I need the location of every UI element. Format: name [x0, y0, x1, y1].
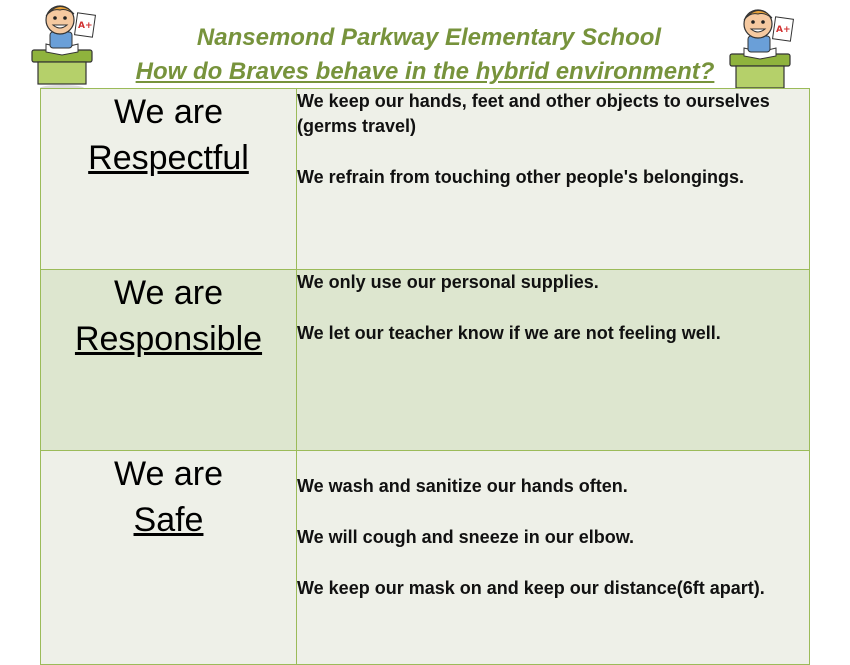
table-row	[41, 451, 810, 665]
page-question: How do Braves behave in the hybrid environment?	[135, 58, 715, 85]
behavior-cell	[297, 270, 810, 451]
behavior-matrix	[40, 88, 810, 665]
trait-prefix: We are	[114, 455, 223, 493]
behavior-cell	[297, 451, 810, 665]
table-row	[41, 270, 810, 451]
trait-name: Respectful	[88, 139, 249, 177]
table-row	[41, 89, 810, 270]
trait-cell	[41, 270, 297, 451]
behavior-item: We will cough and sneeze in our elbow.	[297, 527, 635, 547]
behavior-item: We refrain from touching other people's belongings.	[297, 167, 744, 187]
trait-cell	[41, 451, 297, 665]
behavior-cell	[297, 89, 810, 270]
svg-text:A+: A+	[78, 21, 93, 31]
behavior-item: We wash and sanitize our hands often.	[297, 476, 628, 496]
behavior-item: We keep our hands, feet and other objects to ourselves (germs travel)	[297, 91, 770, 136]
behavior-item: We keep our mask on and keep our distance(6ft apart).	[297, 578, 765, 598]
trait-name: Responsible	[74, 320, 263, 358]
trait-cell	[41, 89, 297, 270]
svg-text:A+: A+	[776, 25, 791, 35]
trait-prefix: We are	[114, 274, 223, 312]
school-title: Nansemond Parkway Elementary School	[196, 24, 662, 51]
behavior-item: We only use our personal supplies.	[297, 272, 599, 292]
behavior-item: We let our teacher know if we are not feeling well.	[297, 323, 721, 343]
trait-name: Safe	[133, 501, 204, 539]
trait-prefix: We are	[114, 93, 223, 131]
